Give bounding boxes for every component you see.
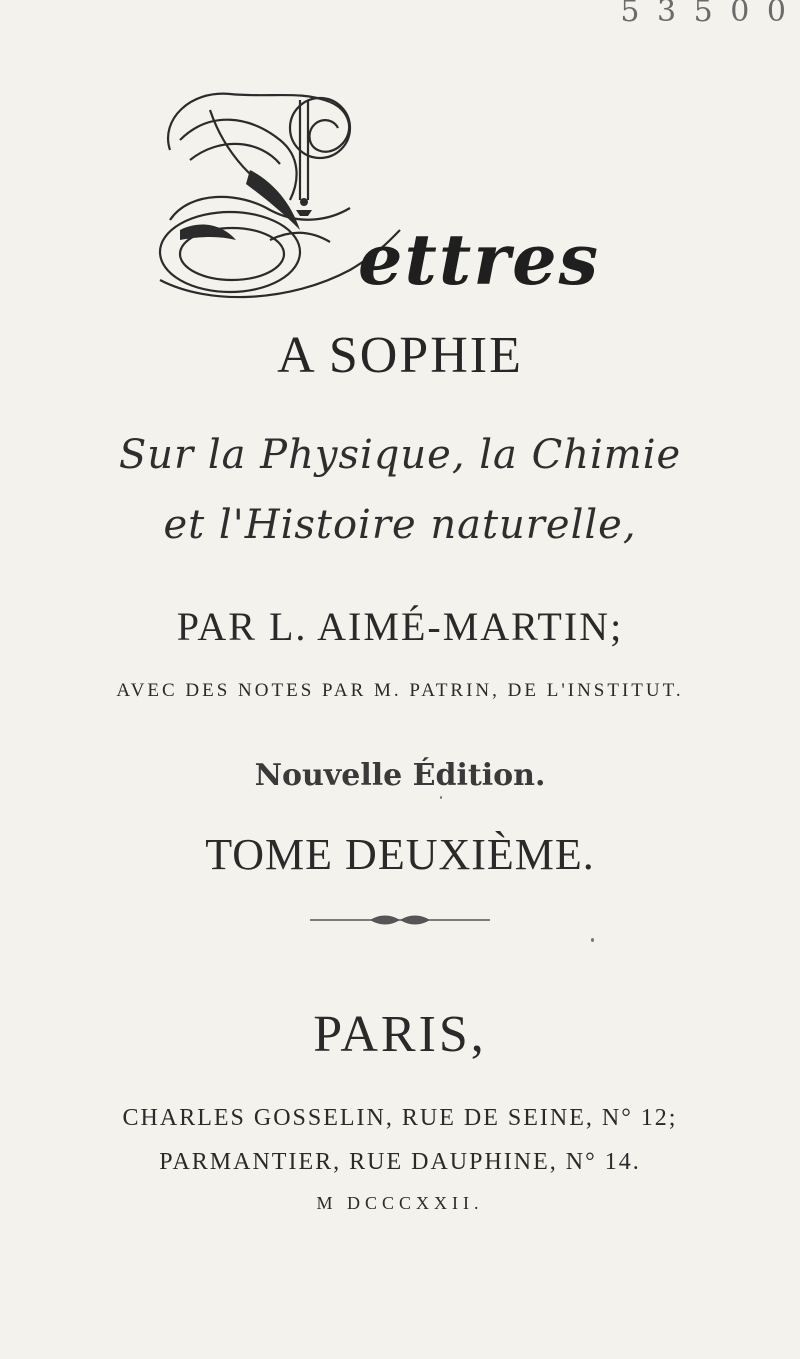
ornamental-divider (310, 910, 490, 930)
edition-line: Nouvelle Édition. (254, 758, 546, 793)
paper-speck (591, 938, 594, 942)
paper-speck (440, 796, 442, 799)
notes-line: AVEC DES NOTES PAR M. PATRIN, DE L'INSTITUT. (116, 680, 684, 701)
volume-line: TOME DEUXIÈME. (205, 830, 595, 879)
imprint-publisher-2: PARMANTIER, RUE DAUPHINE, N° 14. (159, 1149, 641, 1175)
imprint-date: M DCCCXXII. (316, 1193, 484, 1213)
subject-line-1: Sur la Physique, la Chimie (118, 432, 682, 478)
dedication-heading: A SOPHIE (277, 327, 523, 384)
author-line: PAR L. AIMÉ-MARTIN; (176, 604, 624, 649)
subject-line-2: et l'Histoire naturelle, (163, 502, 637, 548)
shelfmark: 5 3 5 0 0 (620, 0, 790, 29)
title-text: ettres (358, 218, 601, 301)
imprint-publisher-1: CHARLES GOSSELIN, RUE DE SEINE, N° 12; (122, 1105, 678, 1131)
title-lettres (150, 80, 710, 310)
imprint-city: PARIS, (313, 1006, 487, 1063)
